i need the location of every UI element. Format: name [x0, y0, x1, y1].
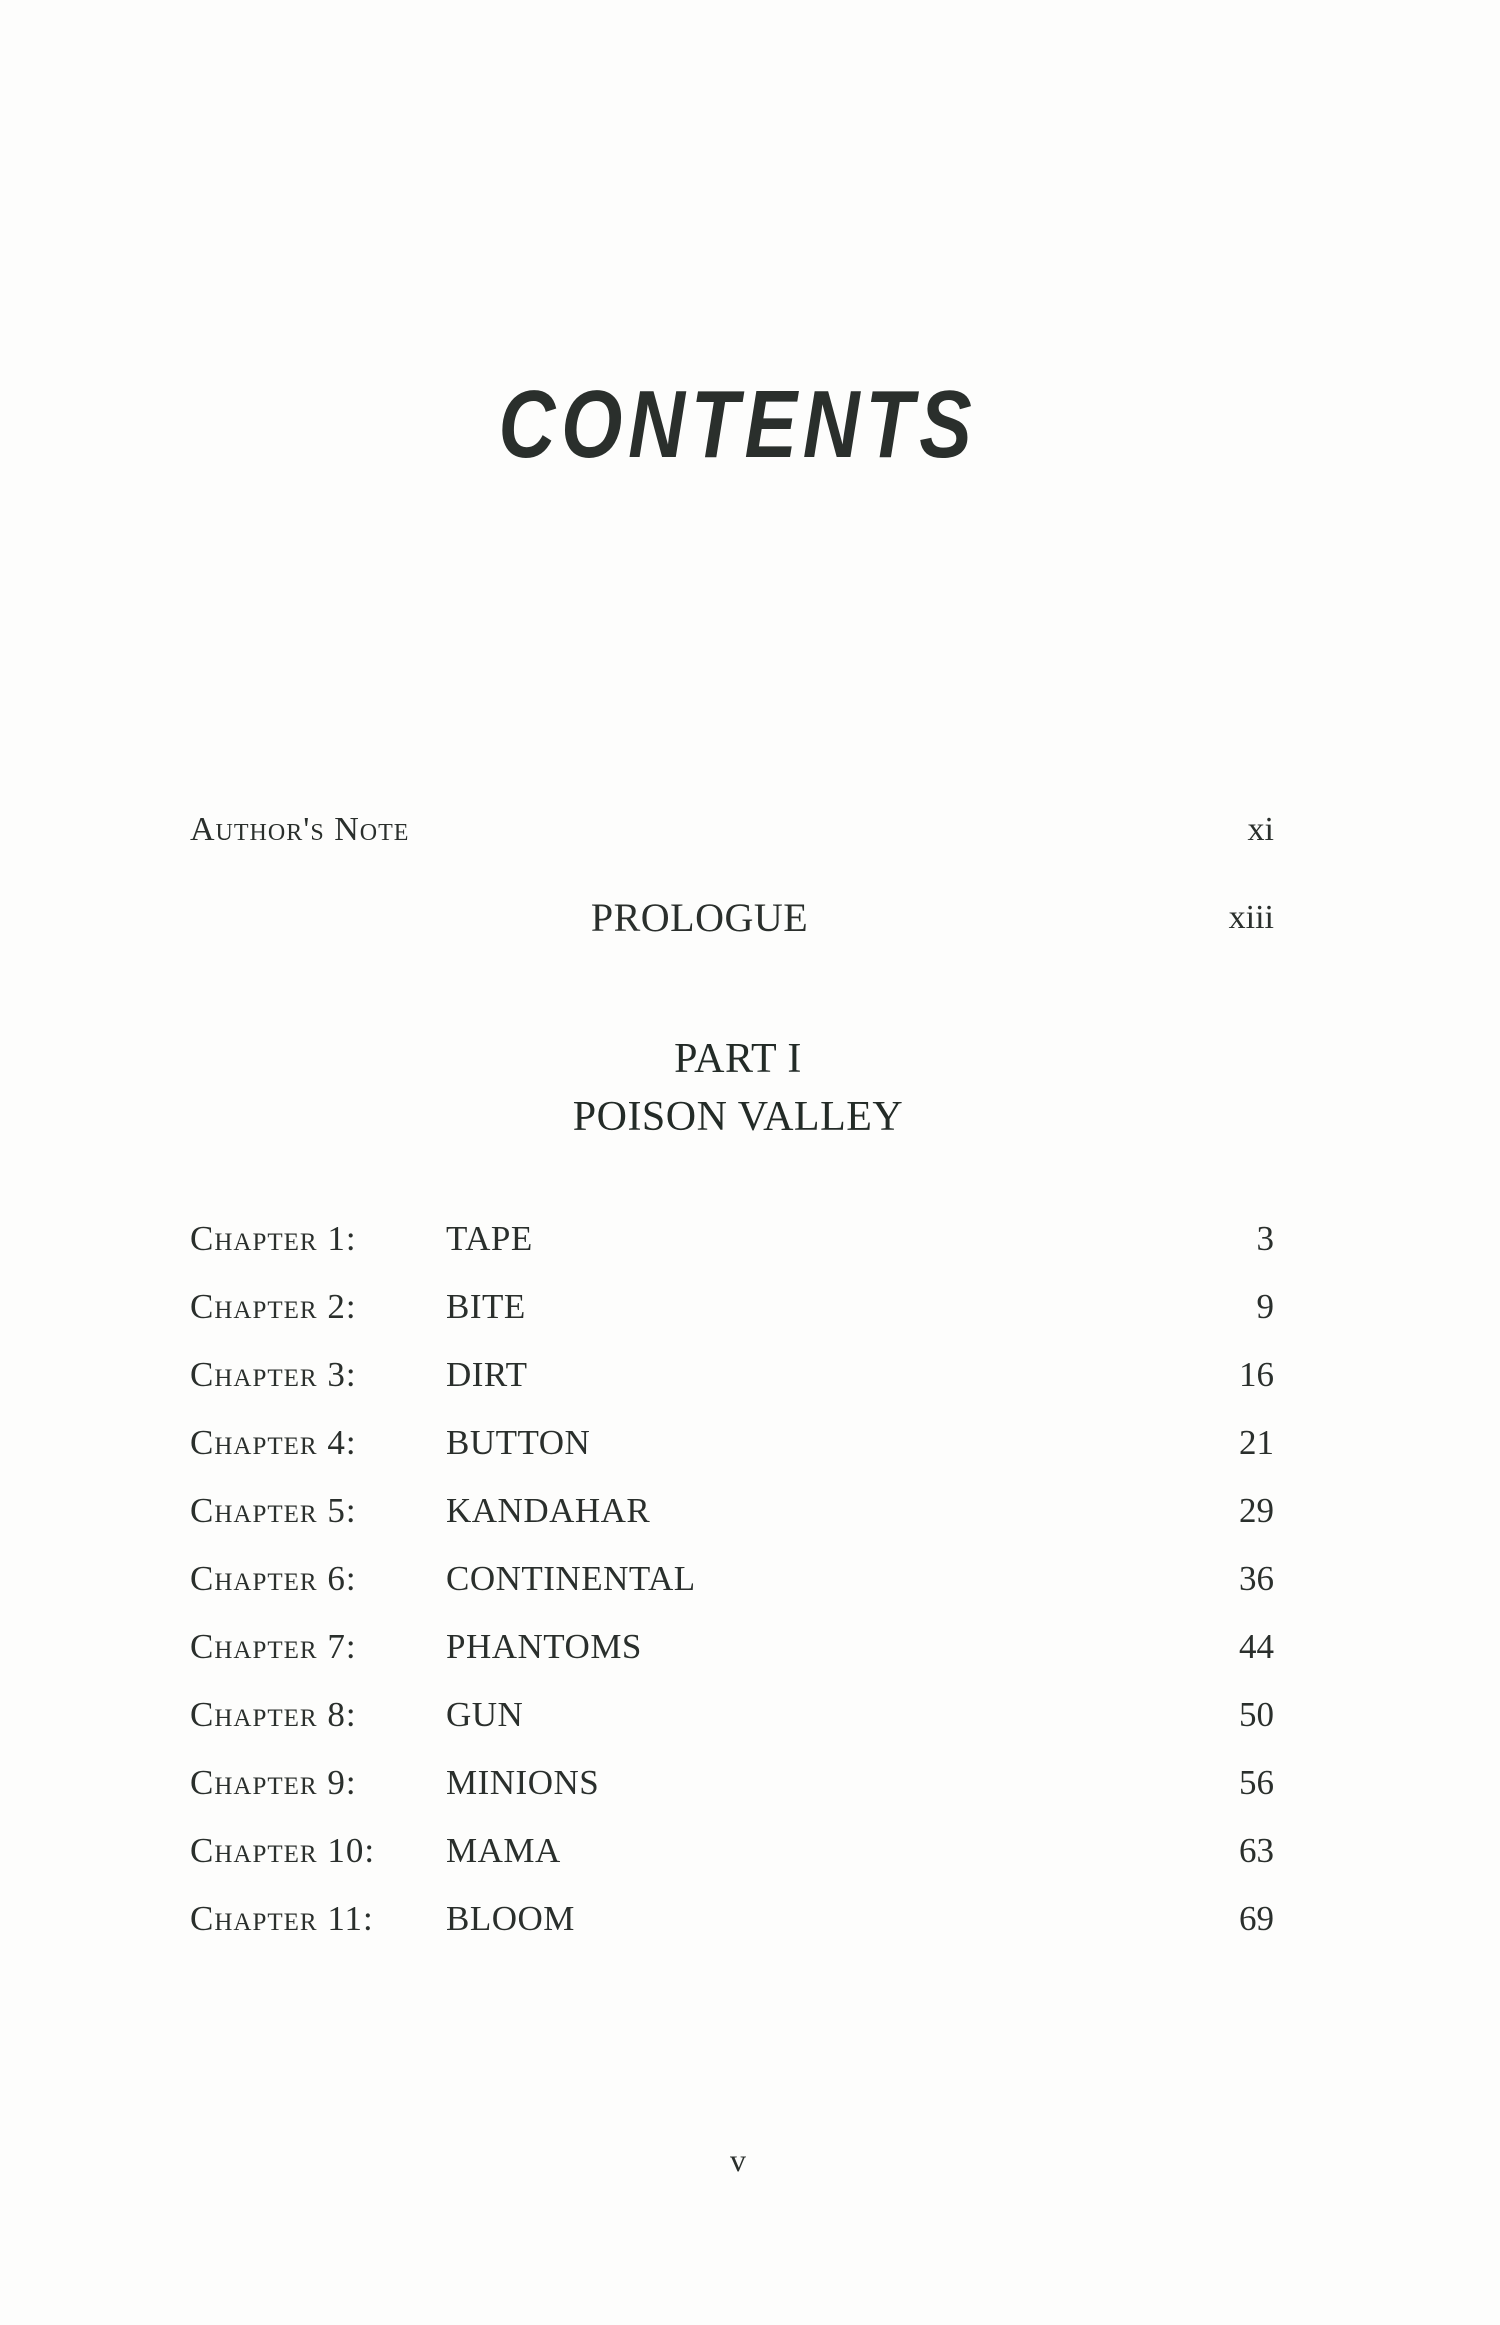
chapter-title: MAMA [446, 1831, 561, 1870]
chapter-number: Chapter 2: [190, 1287, 357, 1326]
chapter-page-number: 56 [1239, 1763, 1274, 1802]
toc-entry-chapter-2[interactable] [190, 1273, 1274, 1341]
page-folio: v [730, 2142, 746, 2178]
prologue-page-number: xiii [1228, 899, 1274, 936]
chapter-page-number: 50 [1239, 1695, 1274, 1734]
toc-entry-chapter-8[interactable] [190, 1681, 1274, 1749]
chapter-title: PHANTOMS [446, 1627, 642, 1666]
chapter-title: KANDAHAR [446, 1491, 651, 1530]
authors-note-label: Author's Note [190, 811, 410, 848]
chapter-number: Chapter 8: [190, 1695, 357, 1734]
chapter-page-number: 16 [1239, 1355, 1274, 1394]
chapter-number: Chapter 11: [190, 1899, 374, 1938]
toc-entry-chapter-11[interactable] [190, 1885, 1274, 1953]
chapter-title: CONTINENTAL [446, 1559, 696, 1598]
chapter-title: TAPE [446, 1219, 533, 1258]
chapter-title: BITE [446, 1287, 526, 1326]
chapter-number: Chapter 7: [190, 1627, 357, 1666]
chapter-number: Chapter 5: [190, 1491, 357, 1530]
chapter-number: Chapter 3: [190, 1355, 357, 1394]
chapter-number: Chapter 6: [190, 1559, 357, 1598]
page-title: CONTENTS [498, 371, 978, 478]
chapter-list [190, 1205, 1274, 1953]
part-heading [0, 1030, 1476, 1146]
toc-entry-chapter-4[interactable] [190, 1409, 1274, 1477]
toc-entry-chapter-7[interactable] [190, 1613, 1274, 1681]
prologue-label: PROLOGUE [590, 895, 809, 940]
chapter-number: Chapter 1: [190, 1219, 357, 1258]
chapter-page-number: 44 [1239, 1627, 1274, 1666]
chapter-title: DIRT [446, 1355, 528, 1394]
toc-entry-chapter-1[interactable] [190, 1205, 1274, 1273]
toc-entry-chapter-5[interactable] [190, 1477, 1274, 1545]
toc-entry-chapter-3[interactable] [190, 1341, 1274, 1409]
chapter-number: Chapter 9: [190, 1763, 357, 1802]
chapter-page-number: 36 [1239, 1559, 1274, 1598]
chapter-title: BLOOM [446, 1899, 575, 1938]
toc-entry-chapter-10[interactable] [190, 1817, 1274, 1885]
authors-note-page-number: xi [1247, 811, 1274, 848]
chapter-page-number: 21 [1239, 1423, 1274, 1462]
chapter-number: Chapter 10: [190, 1831, 376, 1870]
toc-entry-prologue[interactable] [190, 888, 1274, 948]
chapter-title: BUTTON [446, 1423, 591, 1462]
chapter-title: GUN [446, 1695, 524, 1734]
toc-entry-authors-note[interactable] [190, 800, 1274, 860]
part-name: POISON VALLEY [572, 1094, 904, 1140]
chapter-page-number: 3 [1256, 1219, 1274, 1258]
chapter-page-number: 69 [1239, 1899, 1274, 1938]
toc-entry-chapter-6[interactable] [190, 1545, 1274, 1613]
chapter-number: Chapter 4: [190, 1423, 357, 1462]
chapter-page-number: 29 [1239, 1491, 1274, 1530]
part-number: PART I [674, 1036, 802, 1082]
chapter-page-number: 9 [1256, 1287, 1274, 1326]
chapter-page-number: 63 [1239, 1831, 1274, 1870]
chapter-title: MINIONS [446, 1763, 600, 1802]
toc-entry-chapter-9[interactable] [190, 1749, 1274, 1817]
